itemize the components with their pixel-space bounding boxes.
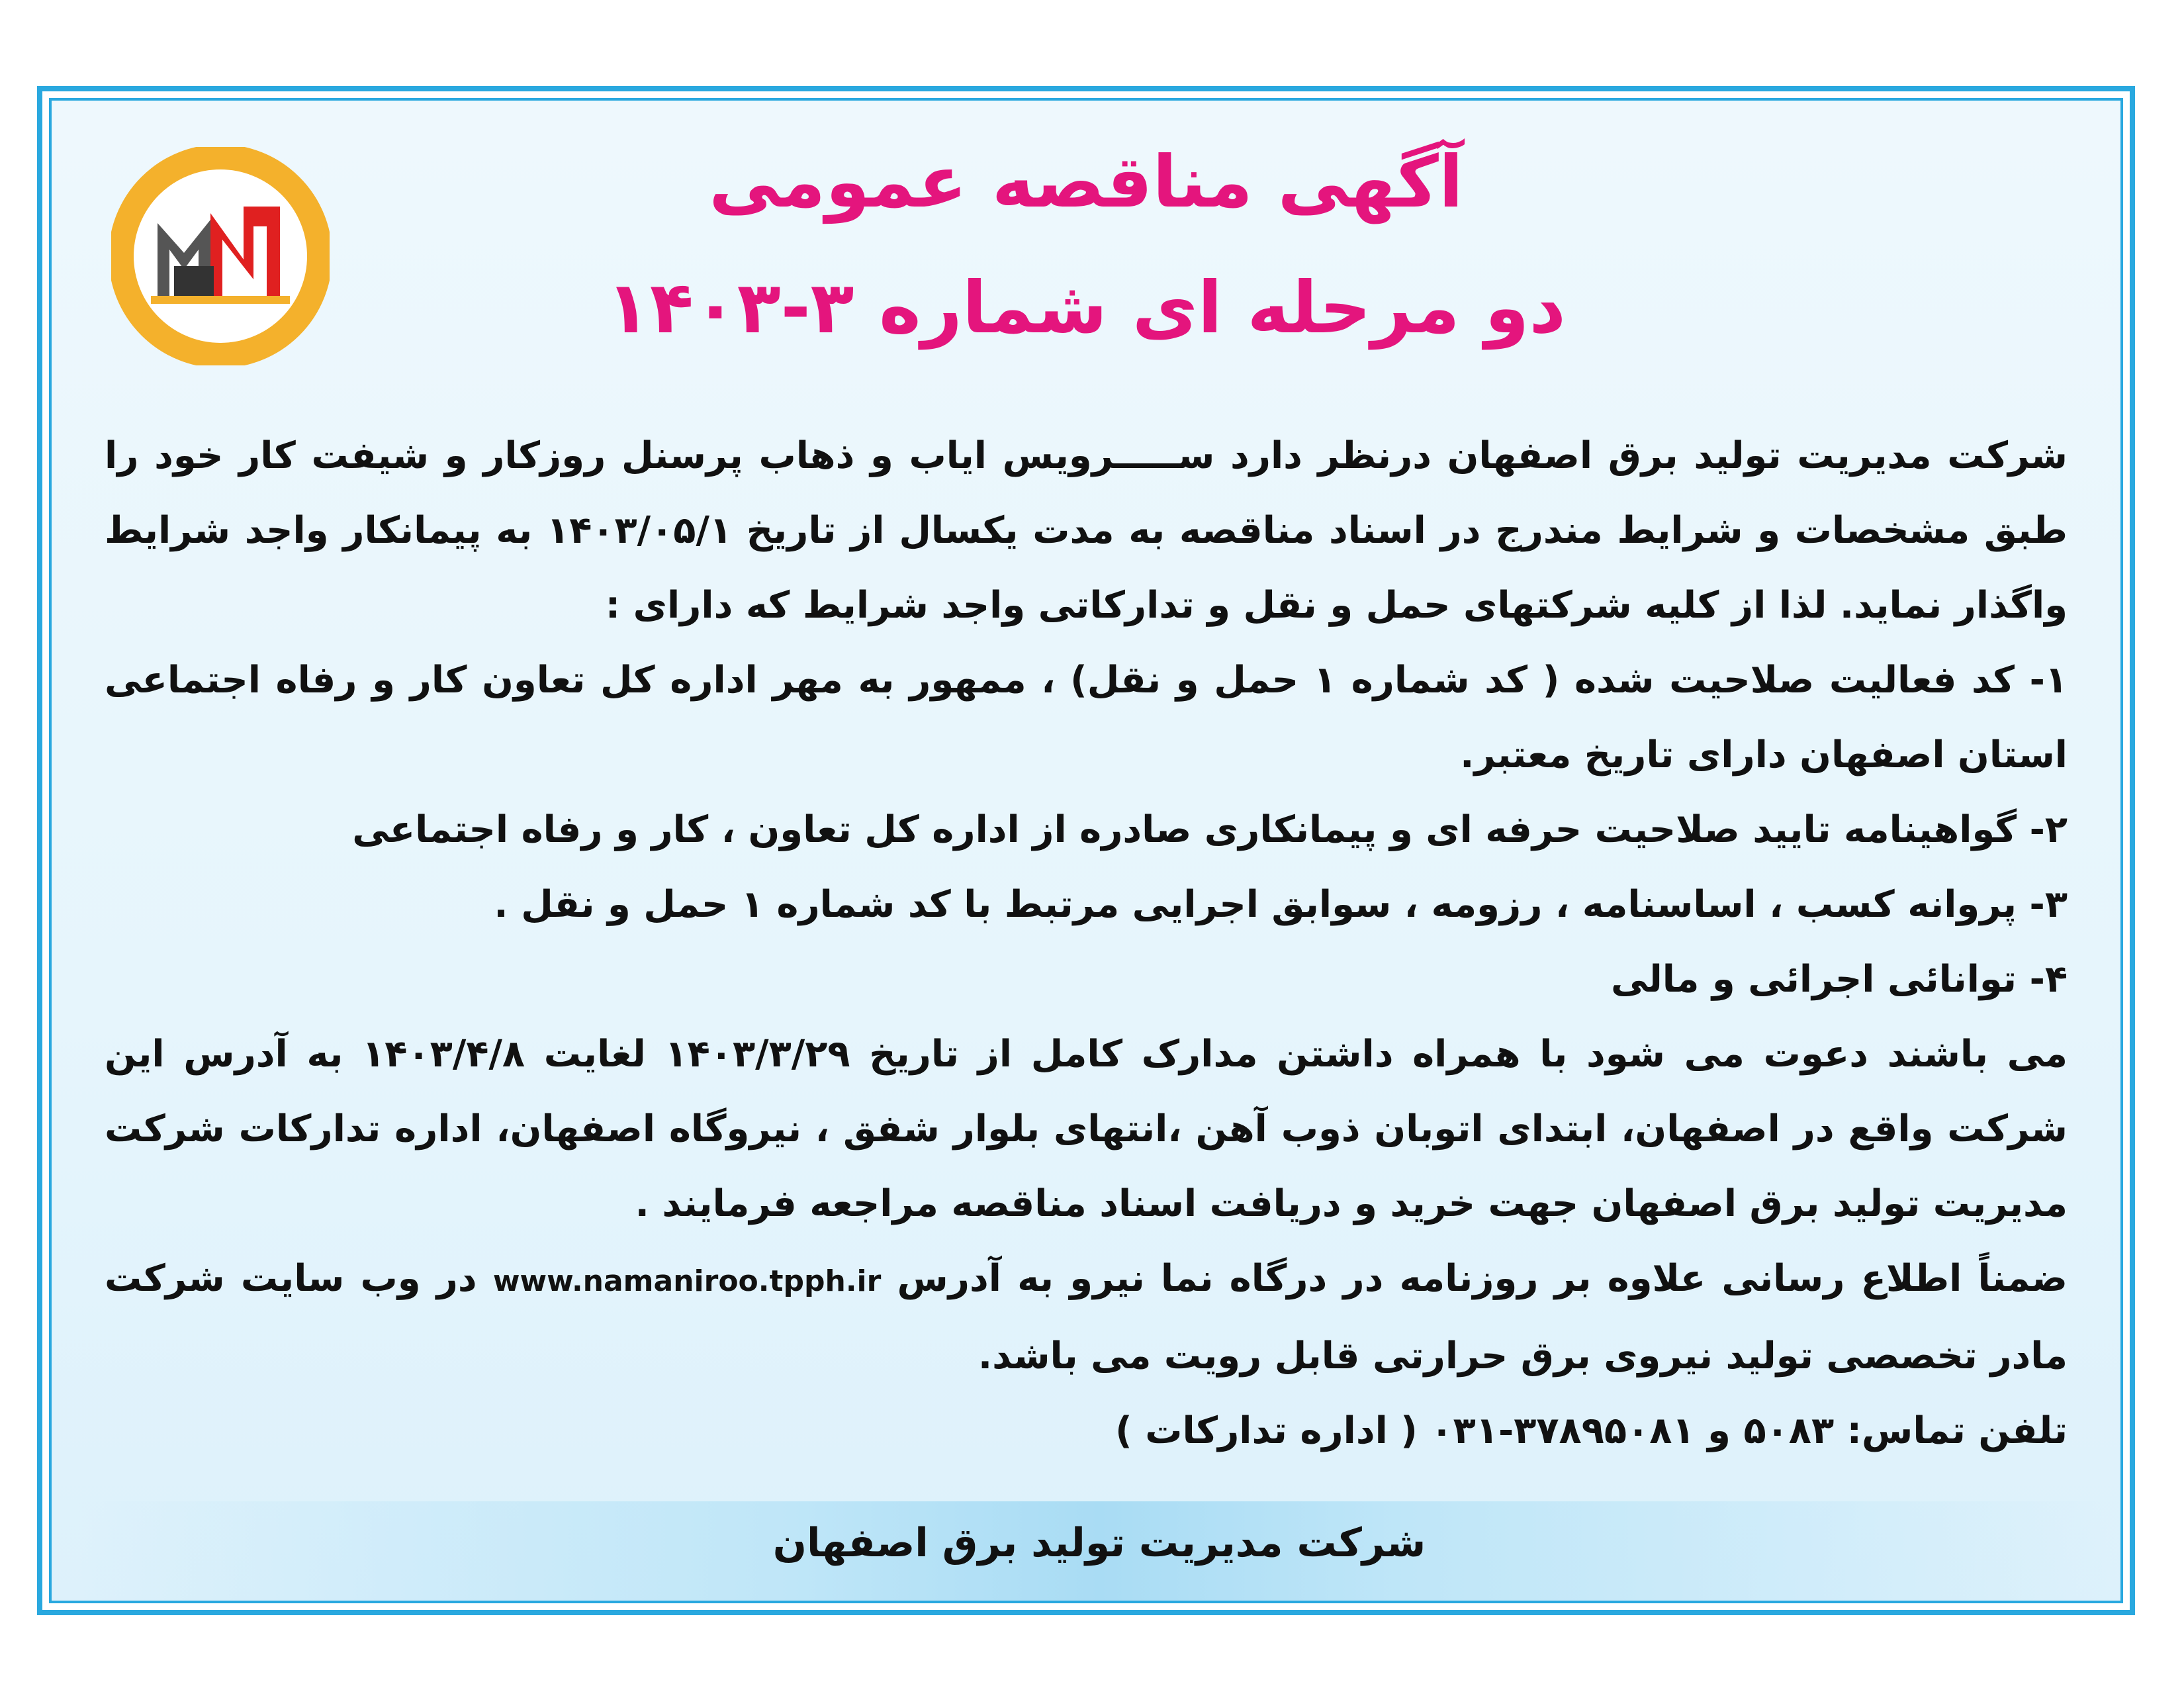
notice-text-before: ضمناً اطلاع رسانی علاوه بر روزنامه در درگاه نما نیرو به آدرس <box>897 1257 2068 1300</box>
ad-outer-frame <box>37 86 2135 1615</box>
requirement-item-3: ۳- پروانه کسب ، اساسنامه ، رزومه ، سوابق اجرایی مرتبط با کد شماره ۱ حمل و نقل . <box>494 883 2068 926</box>
notice-text-after: در وب سایت شرکت مادر تخصصی تولید نیروی برق حرارتی قابل رویت می باشد. <box>105 1257 2068 1378</box>
intro-paragraph: شرکت مدیریت تولید برق اصفهان درنظر دارد ســـــرویس ایاب و ذهاب پرسنل روزکار و شیفت کار خود را طبق مشخصات و شرایط مندرج در اسناد مناقصه به مدت یکسال از تاریخ ۱۴۰۳/۰۵/۱ به پیمانکار واجد شرایط واگذار نماید. لذا از کلیه شرکتهای حمل و نقل و تدارکاتی واجد شرایط که دارای : <box>105 434 2068 627</box>
phone-line: تلفن تماس: ۵۰۸۳ و ۳۷۸۹۵۰۸۱-۰۳۱ ( اداره تدارکات ) <box>1115 1409 2068 1452</box>
footer-band <box>78 1501 2120 1601</box>
ad-inner-frame <box>49 98 2123 1603</box>
requirement-item-1: ۱- کد فعالیت صلاحیت شده ( کد شماره ۱ حمل و نقل) ، ممهور به مهر اداره کل تعاون کار و رفاه اجتماعی استان اصفهان دارای تاریخ معتبر. <box>105 659 2068 776</box>
requirement-item-2: ۲- گواهینامه تایید صلاحیت حرفه ای و پیمانکاری صادره از اداره کل تعاون ، کار و رفاه اجتماعی <box>352 808 2068 851</box>
footer-company-name: شرکت مدیریت تولید برق اصفهان <box>772 1520 1426 1566</box>
website-link[interactable]: www.namaniroo.tpph.ir <box>492 1264 882 1298</box>
invitation-paragraph: می باشند دعوت می شود با همراه داشتن مدارک کامل از تاریخ ۱۴۰۳/۳/۲۹ لغایت ۱۴۰۳/۴/۸ به آدرس این شرکت واقع در اصفهان، ابتدای اتوبان ذوب آهن ،انتهای بلوار شفق ، نیروگاه اصفهان، اداره تدارکات شرکت مدیریت تولید برق اصفهان جهت خرید و دریافت اسناد مناقصه مراجعه فرمایند . <box>105 1033 2068 1225</box>
title-line-1: آگهی مناقصه عمومی <box>709 141 1463 224</box>
requirement-item-4: ۴- توانائی اجرائی و مالی <box>1611 958 2068 1001</box>
notice-paragraph <box>105 1241 2068 1393</box>
title-line-2: دو مرحله ای شماره ۳-۱۴۰۳ <box>606 267 1566 350</box>
body-text <box>105 418 2068 1468</box>
